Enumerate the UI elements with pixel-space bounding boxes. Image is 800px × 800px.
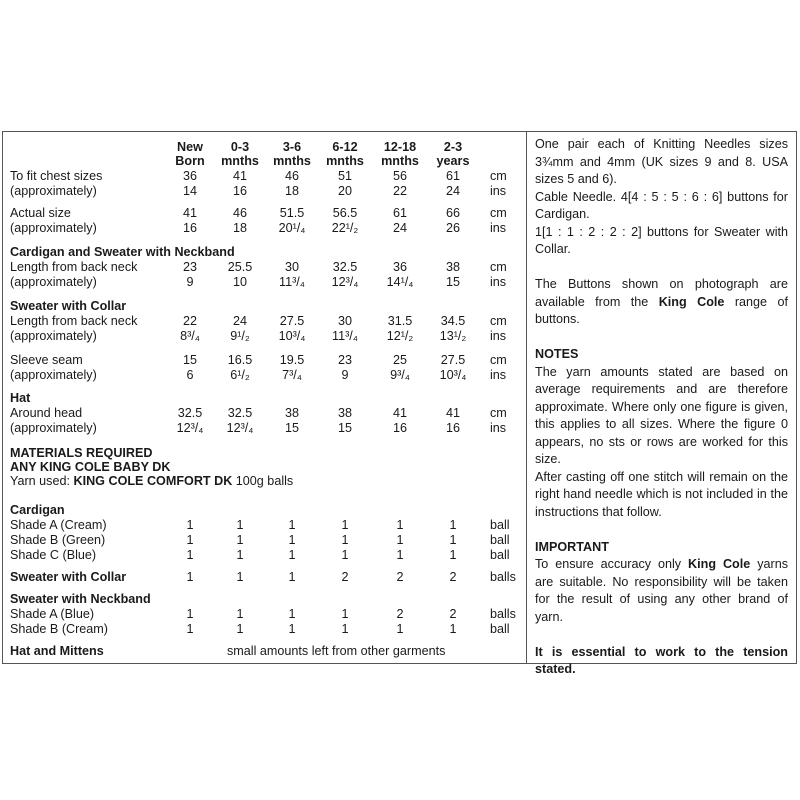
size-header: mnths bbox=[221, 154, 259, 168]
ins-value: 20¹/₄ bbox=[278, 221, 306, 235]
ball-count: 1 bbox=[288, 533, 296, 547]
column-divider bbox=[526, 131, 527, 664]
ball-count: 1 bbox=[449, 518, 457, 532]
ball-count: 2 bbox=[449, 570, 457, 584]
ball-count: 1 bbox=[236, 548, 244, 562]
hat-mittens-heading: Hat and Mittens bbox=[10, 644, 104, 658]
size-header: mnths bbox=[381, 154, 419, 168]
ball-count: 1 bbox=[186, 548, 194, 562]
unit-label: cm bbox=[490, 406, 507, 420]
ball-count: 1 bbox=[396, 518, 404, 532]
ball-count: 1 bbox=[236, 518, 244, 532]
materials-subheading: ANY KING COLE BABY DK bbox=[10, 460, 171, 474]
row-label: To fit chest sizes bbox=[10, 169, 103, 183]
ball-count: 2 bbox=[396, 570, 404, 584]
buttons-photo-text: The Buttons shown on photograph are available from the King Cole range of buttons. bbox=[535, 277, 788, 326]
cm-value: 41 bbox=[445, 406, 460, 420]
ball-count: 1 bbox=[288, 607, 296, 621]
cm-value: 36 bbox=[392, 260, 407, 274]
unit-label: cm bbox=[490, 353, 507, 367]
ball-count: 1 bbox=[288, 622, 296, 636]
sweater-neckband-heading: Sweater with Neckband bbox=[10, 592, 151, 606]
section-heading: Cardigan and Sweater with Neckband bbox=[10, 245, 235, 259]
ball-count: 1 bbox=[236, 622, 244, 636]
unit-label: ins bbox=[490, 329, 507, 343]
unit-label: cm bbox=[490, 314, 507, 328]
cm-value: 61 bbox=[392, 206, 407, 220]
ins-value: 15 bbox=[337, 421, 352, 435]
unit-label: cm bbox=[490, 260, 507, 274]
ball-count: 1 bbox=[236, 570, 244, 584]
cm-value: 15 bbox=[182, 353, 197, 367]
ins-value: 10³/₄ bbox=[278, 329, 306, 343]
cm-value: 22 bbox=[182, 314, 197, 328]
ins-value: 14¹/₄ bbox=[386, 275, 414, 289]
cm-value: 51.5 bbox=[279, 206, 305, 220]
cm-value: 24 bbox=[232, 314, 247, 328]
ball-count: 1 bbox=[341, 518, 349, 532]
cm-value: 16.5 bbox=[227, 353, 253, 367]
row-label: (approximately) bbox=[10, 275, 97, 289]
row-label: Actual size bbox=[10, 206, 71, 220]
row-label: Length from back neck bbox=[10, 314, 138, 328]
needles-text: One pair each of Knitting Needles sizes 3¾mm and 4mm (UK sizes 9 and 8. USA sizes 5 and 6). bbox=[535, 137, 788, 186]
ball-count: 1 bbox=[186, 518, 194, 532]
cm-value: 51 bbox=[337, 169, 352, 183]
section-heading: Sweater with Collar bbox=[10, 299, 127, 313]
yarn-used-text: Yarn used: KING COLE COMFORT DK 100g balls bbox=[10, 474, 294, 488]
ins-value: 20 bbox=[337, 184, 352, 198]
collar-buttons-text: 1[1 : 1 : 2 : 2 : 2] buttons for Sweater with Collar. bbox=[535, 224, 788, 256]
cm-value: 19.5 bbox=[279, 353, 305, 367]
cardigan-heading: Cardigan bbox=[10, 503, 65, 517]
ins-value: 24 bbox=[445, 184, 460, 198]
ball-count: 1 bbox=[449, 622, 457, 636]
hat-mittens-note: small amounts left from other garments bbox=[227, 644, 446, 658]
ins-value: 12¹/₂ bbox=[386, 329, 414, 343]
row-label: Sleeve seam bbox=[10, 353, 83, 367]
section-heading: Hat bbox=[10, 391, 31, 405]
size-header: New bbox=[177, 140, 203, 154]
cm-value: 41 bbox=[182, 206, 197, 220]
ins-value: 16 bbox=[182, 221, 197, 235]
unit-label: ball bbox=[490, 548, 510, 562]
cm-value: 56 bbox=[392, 169, 407, 183]
ins-value: 6 bbox=[186, 368, 194, 382]
ins-value: 9¹/₂ bbox=[230, 329, 250, 343]
ball-count: 1 bbox=[186, 622, 194, 636]
cm-value: 30 bbox=[284, 260, 299, 274]
ins-value: 10³/₄ bbox=[439, 368, 467, 382]
cm-value: 23 bbox=[182, 260, 197, 274]
materials-heading: MATERIALS REQUIRED bbox=[10, 446, 153, 460]
size-header: mnths bbox=[273, 154, 311, 168]
needles-and-notes-panel bbox=[535, 136, 788, 679]
shade-label: Shade A (Blue) bbox=[10, 607, 95, 621]
tension-warning: It is essential to work to the tension stated. bbox=[535, 644, 788, 676]
ins-value: 22¹/₂ bbox=[331, 221, 359, 235]
cm-value: 56.5 bbox=[332, 206, 358, 220]
size-header: years bbox=[436, 154, 470, 168]
notes-text-1: The yarn amounts stated are based on average requirements and are therefore approximate. Where only one figure is given, this applies to all sizes. Where the figure 0 appears, no sts or rows are worked for this size. bbox=[535, 364, 788, 466]
ins-value: 15 bbox=[445, 275, 460, 289]
brand-name: King Cole bbox=[658, 294, 725, 309]
cm-value: 25.5 bbox=[227, 260, 253, 274]
ball-count: 1 bbox=[449, 548, 457, 562]
important-heading: IMPORTANT bbox=[535, 539, 609, 554]
ins-value: 6¹/₂ bbox=[230, 368, 250, 382]
unit-label: ins bbox=[490, 275, 507, 289]
size-header: mnths bbox=[326, 154, 364, 168]
cm-value: 27.5 bbox=[279, 314, 305, 328]
cm-value: 31.5 bbox=[387, 314, 413, 328]
ball-count: 1 bbox=[341, 607, 349, 621]
unit-label: cm bbox=[490, 169, 507, 183]
ball-count: 1 bbox=[396, 533, 404, 547]
ins-value: 18 bbox=[284, 184, 299, 198]
row-label: (approximately) bbox=[10, 368, 97, 382]
ball-count: 1 bbox=[288, 548, 296, 562]
ins-value: 12³/₄ bbox=[331, 275, 359, 289]
cm-value: 34.5 bbox=[440, 314, 466, 328]
ins-value: 16 bbox=[232, 184, 247, 198]
unit-label: ins bbox=[490, 368, 507, 382]
brand-name: King Cole bbox=[688, 557, 751, 571]
ball-count: 1 bbox=[236, 607, 244, 621]
cm-value: 23 bbox=[337, 353, 352, 367]
ins-value: 13¹/₂ bbox=[439, 329, 467, 343]
ball-count: 1 bbox=[288, 518, 296, 532]
ball-count: 1 bbox=[396, 622, 404, 636]
cm-value: 32.5 bbox=[177, 406, 203, 420]
ball-count: 1 bbox=[341, 622, 349, 636]
ins-value: 18 bbox=[232, 221, 247, 235]
row-label: Length from back neck bbox=[10, 260, 138, 274]
cm-value: 38 bbox=[337, 406, 352, 420]
ins-value: 26 bbox=[445, 221, 460, 235]
ins-value: 15 bbox=[284, 421, 299, 435]
cm-value: 32.5 bbox=[227, 406, 253, 420]
ins-value: 12³/₄ bbox=[176, 421, 204, 435]
ins-value: 22 bbox=[392, 184, 407, 198]
ball-count: 1 bbox=[186, 607, 194, 621]
size-header: 2-3 bbox=[443, 140, 463, 154]
ins-value: 8³/₄ bbox=[180, 329, 200, 343]
row-label: (approximately) bbox=[10, 329, 97, 343]
cm-value: 61 bbox=[445, 169, 460, 183]
ins-value: 11³/₄ bbox=[279, 275, 305, 289]
cm-value: 32.5 bbox=[332, 260, 358, 274]
cable-needle-text: Cable Needle. 4[4 : 5 : 5 : 6 : 6] buttons for Cardigan. bbox=[535, 189, 788, 221]
cm-value: 38 bbox=[284, 406, 299, 420]
shade-label: Shade C (Blue) bbox=[10, 548, 97, 562]
ins-value: 9³/₄ bbox=[390, 368, 410, 382]
ball-count: 1 bbox=[396, 548, 404, 562]
cm-value: 36 bbox=[182, 169, 197, 183]
cm-value: 46 bbox=[284, 169, 299, 183]
ball-count: 2 bbox=[449, 607, 457, 621]
row-label: Around head bbox=[10, 406, 83, 420]
unit-label: ball bbox=[490, 533, 510, 547]
row-label: (approximately) bbox=[10, 221, 97, 235]
ins-value: 10 bbox=[232, 275, 247, 289]
ball-count: 2 bbox=[341, 570, 349, 584]
ins-value: 12³/₄ bbox=[226, 421, 254, 435]
shade-label: Shade A (Cream) bbox=[10, 518, 107, 532]
unit-label: ins bbox=[490, 221, 507, 235]
cm-value: 66 bbox=[445, 206, 460, 220]
cm-value: 30 bbox=[337, 314, 352, 328]
size-header: 6-12 bbox=[332, 140, 358, 154]
ball-count: 1 bbox=[186, 570, 194, 584]
cm-value: 46 bbox=[232, 206, 247, 220]
ins-value: 11³/₄ bbox=[332, 329, 358, 343]
unit-label: balls bbox=[490, 570, 516, 584]
unit-label: cm bbox=[490, 206, 507, 220]
shade-label: Shade B (Cream) bbox=[10, 622, 108, 636]
sweater-collar-heading: Sweater with Collar bbox=[10, 570, 127, 584]
ins-value: 24 bbox=[392, 221, 407, 235]
ins-value: 16 bbox=[445, 421, 460, 435]
unit-label: balls bbox=[490, 607, 516, 621]
cm-value: 38 bbox=[445, 260, 460, 274]
cm-value: 41 bbox=[392, 406, 407, 420]
size-header: 3-6 bbox=[282, 140, 302, 154]
cm-value: 25 bbox=[392, 353, 407, 367]
ball-count: 1 bbox=[449, 533, 457, 547]
unit-label: ball bbox=[490, 518, 510, 532]
size-header: Born bbox=[175, 154, 205, 168]
ball-count: 1 bbox=[288, 570, 296, 584]
row-label: (approximately) bbox=[10, 421, 97, 435]
notes-text-2: After casting off one stitch will remain on the right hand needle which is not included in the instructions that follow. bbox=[535, 469, 788, 519]
unit-label: ins bbox=[490, 184, 507, 198]
ins-value: 9 bbox=[186, 275, 194, 289]
cm-value: 41 bbox=[232, 169, 247, 183]
ball-count: 1 bbox=[186, 533, 194, 547]
cm-value: 27.5 bbox=[440, 353, 466, 367]
ball-count: 1 bbox=[236, 533, 244, 547]
ins-value: 16 bbox=[392, 421, 407, 435]
size-header: 12-18 bbox=[383, 140, 417, 154]
ball-count: 2 bbox=[396, 607, 404, 621]
ins-value: 9 bbox=[341, 368, 349, 382]
ball-count: 1 bbox=[341, 533, 349, 547]
ins-value: 7³/₄ bbox=[282, 368, 302, 382]
shade-label: Shade B (Green) bbox=[10, 533, 106, 547]
notes-heading: NOTES bbox=[535, 347, 579, 361]
row-label: (approximately) bbox=[10, 184, 97, 198]
unit-label: ball bbox=[490, 622, 510, 636]
size-header: 0-3 bbox=[230, 140, 250, 154]
ball-count: 1 bbox=[341, 548, 349, 562]
ins-value: 14 bbox=[182, 184, 197, 198]
unit-label: ins bbox=[490, 421, 507, 435]
important-text: To ensure accuracy only King Cole yarns are suitable. No responsibility will be taken for the result of using any other brand of yarn. bbox=[535, 557, 788, 624]
